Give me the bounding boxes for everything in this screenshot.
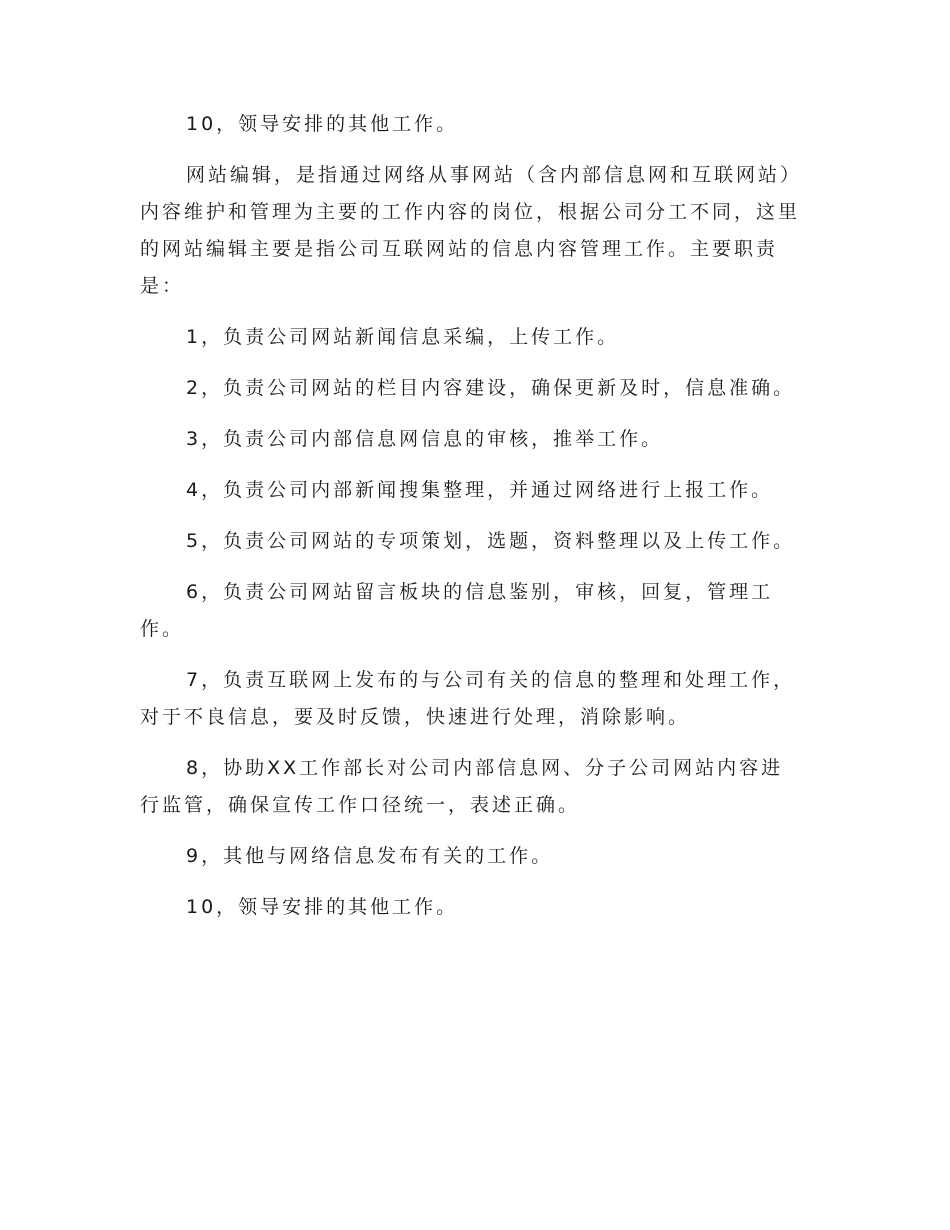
paragraph-item-10: 10，领导安排的其他工作。 xyxy=(186,896,459,918)
document-body xyxy=(140,106,800,940)
paragraph-item-7: 7，负责互联网上发布的与公司有关的信息的整理和处理工作，对于不良信息，要及时反馈，快速进行处理，消除影响。 xyxy=(140,669,796,728)
paragraph-item-9: 9，其他与网络信息发布有关的工作。 xyxy=(186,845,554,867)
paragraph-item-8: 8，协助XX工作部长对公司内部信息网、分子公司网站内容进行监管，确保宣传工作口径统一，表述正确。 xyxy=(140,757,784,816)
paragraph-item-1: 1，负责公司网站新闻信息采编，上传工作。 xyxy=(186,326,620,348)
paragraph-item-4: 4，负责公司内部新闻搜集整理，并通过网络进行上报工作。 xyxy=(186,479,774,501)
paragraph-item-10-top: 10，领导安排的其他工作。 xyxy=(186,113,459,135)
paragraph-item-3: 3，负责公司内部信息网信息的审核，推举工作。 xyxy=(186,428,664,450)
paragraph-definition: 网站编辑，是指通过网络从事网站（含内部信息网和互联网站）内容维护和管理为主要的工作内容的岗位，根据公司分工不同，这里的网站编辑主要是指公司互联网站的信息内容管理工作。主要职责是： xyxy=(140,164,801,297)
paragraph-item-2: 2，负责公司网站的栏目内容建设，确保更新及时，信息准确。 xyxy=(186,377,796,399)
paragraph-item-5: 5，负责公司网站的专项策划，选题，资料整理以及上传工作。 xyxy=(186,530,796,552)
paragraph-item-6: 6，负责公司网站留言板块的信息鉴别，审核，回复，管理工作。 xyxy=(140,581,774,640)
